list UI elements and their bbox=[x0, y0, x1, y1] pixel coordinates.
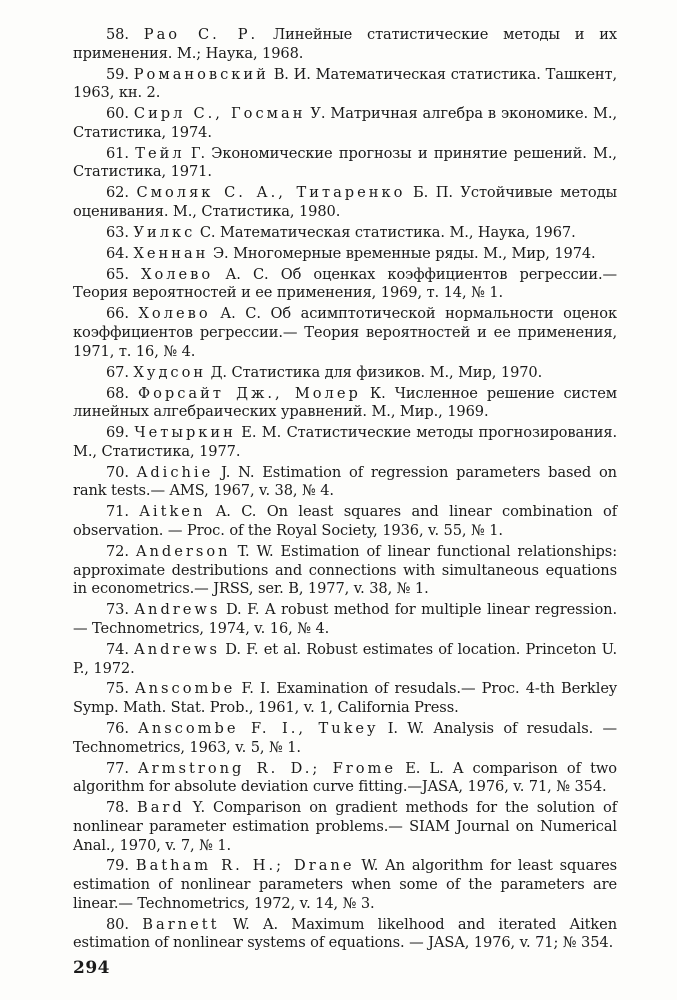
reference-number: 65. bbox=[106, 265, 129, 283]
reference-text: С. Математическая статистика. М., Наука, 1967. bbox=[199, 223, 576, 241]
reference-author: Смоляк С. А., Титаренко bbox=[136, 184, 406, 202]
reference-author: Форсайт Дж., Молер bbox=[138, 384, 361, 402]
reference-author: Худсон bbox=[133, 363, 207, 381]
reference-number: 77. bbox=[106, 759, 129, 777]
reference-entry bbox=[73, 145, 617, 182]
reference-entry bbox=[73, 799, 617, 855]
reference-number: 71. bbox=[106, 503, 129, 521]
reference-entry bbox=[73, 245, 617, 264]
reference-author: Adichie bbox=[136, 463, 214, 481]
reference-entry bbox=[73, 680, 617, 717]
reference-text: A. C. On least squares and linear combination of observation. — Proc. of the Royal Society, 1936, v. 55, № 1. bbox=[73, 503, 617, 540]
reference-text: Y. Comparison on gradient methods for the solution of nonlinear parameter estimation problems.— SIAM Journal on Numerical Anal., 1970, v. 7, № 1. bbox=[73, 799, 618, 854]
reference-text: J. N. Estimation of regression parameters based on rank tests.— AMS, 1967, v. 38, № 4. bbox=[73, 463, 617, 500]
page-number: 294 bbox=[73, 958, 110, 978]
reference-text: Э. Многомерные временные ряды. М., Мир, 1974. bbox=[212, 244, 596, 262]
reference-number: 66. bbox=[106, 305, 129, 323]
reference-text: У. Матричная алгебра в экономике. М., Статистика, 1974. bbox=[73, 105, 617, 141]
reference-number: 59. bbox=[106, 65, 129, 83]
reference-text: Б. П. Устойчивые методы оценивания. М., Статистика, 1980. bbox=[73, 184, 617, 221]
reference-author: Anscombe F. I., Tukey bbox=[138, 719, 379, 737]
reference-text: Е. М. Статистические методы прогнозирования. М., Статистика, 1977. bbox=[73, 424, 617, 460]
reference-number: 68. bbox=[106, 384, 129, 402]
reference-text: I. W. Analysis of resudals. — Technometrics, 1963, v. 5, № 1. bbox=[73, 719, 617, 756]
reference-number: 80. bbox=[106, 915, 129, 933]
reference-entry bbox=[73, 543, 617, 599]
reference-text: В. И. Математическая статистика. Ташкент, 1963, кн. 2. bbox=[73, 65, 617, 102]
reference-number: 74. bbox=[106, 640, 129, 658]
reference-author: Andrews bbox=[134, 640, 221, 658]
reference-author: Уилкс bbox=[133, 223, 196, 241]
reference-author: Хеннан bbox=[133, 244, 209, 262]
reference-text: А. С. Об оценках коэффициентов регрессии.— Теория вероятностей и ее применения, 1969, т. 14, № 1. bbox=[73, 265, 618, 302]
reference-number: 61. bbox=[106, 144, 129, 162]
reference-entry bbox=[73, 857, 617, 913]
reference-author: Anscombe bbox=[135, 680, 236, 698]
reference-entry bbox=[73, 916, 617, 953]
reference-number: 67. bbox=[106, 363, 129, 381]
reference-entry bbox=[73, 424, 617, 461]
reference-entry bbox=[73, 224, 617, 243]
reference-entry bbox=[73, 641, 617, 678]
reference-author: Холево bbox=[141, 265, 214, 283]
reference-text: W. A. Maximum likelhood and iterated Aitken estimation of nonlinear systems of equations. — JASA, 1976, v. 71; № 354. bbox=[73, 915, 617, 952]
reference-number: 58. bbox=[106, 26, 129, 43]
reference-text: К. Численное решение систем линейных алгебраических уравнений. М., Мир., 1969. bbox=[73, 384, 618, 421]
reference-text: D. F. et al. Robust estimates of location. Princeton U. P., 1972. bbox=[73, 640, 617, 677]
reference-text: D. F. A robust method for multiple linear regression. — Technometrics, 1974, v. 16, № 4. bbox=[73, 601, 617, 637]
reference-author: Barnett bbox=[142, 915, 220, 933]
reference-author: Batham R. H.; Drane bbox=[135, 857, 355, 875]
reference-entry bbox=[73, 66, 617, 103]
reference-entry bbox=[73, 266, 617, 303]
reference-entry bbox=[73, 385, 617, 422]
reference-entry bbox=[73, 184, 617, 221]
reference-entry bbox=[73, 760, 617, 797]
reference-entry bbox=[73, 364, 617, 383]
reference-text: А. С. Об асимптотической нормальности оценок коэффициентов регрессии.— Теория вероятностей и ее применения, 1971, т. 16, № 4. bbox=[73, 305, 617, 360]
reference-author: Четыркин bbox=[134, 424, 236, 442]
reference-entry bbox=[73, 464, 617, 501]
reference-text: Г. Экономические прогнозы и принятие решений. М., Статистика, 1971. bbox=[73, 144, 617, 181]
reference-author: Тейл bbox=[135, 144, 185, 162]
reference-author: Рао С. Р. bbox=[143, 26, 259, 43]
reference-text: Д. Статистика для физиков. М., Мир, 1970. bbox=[210, 363, 543, 381]
reference-number: 72. bbox=[106, 542, 129, 560]
reference-number: 70. bbox=[106, 463, 129, 481]
reference-entry bbox=[73, 503, 617, 540]
reference-text: T. W. Estimation of linear functional relationships: approximate destributions and connections with simultaneous equations in econometrics.— JRSS, ser. B, 1977, v. 38, № 1. bbox=[73, 542, 618, 598]
reference-text: Линейные статистические методы и их применения. М.; Наука, 1968. bbox=[73, 26, 617, 62]
reference-number: 60. bbox=[106, 105, 129, 123]
reference-author: Armstrong R. D.; Frome bbox=[138, 759, 397, 777]
reference-author: Aitken bbox=[139, 503, 206, 521]
reference-number: 78. bbox=[106, 799, 129, 817]
reference-number: 73. bbox=[106, 601, 129, 619]
reference-entry bbox=[73, 305, 617, 361]
reference-author: Сирл С., Госман bbox=[133, 105, 306, 123]
reference-number: 76. bbox=[106, 719, 129, 737]
reference-text: E. L. A comparison of two algorithm for absolute deviation curve fitting.—JASA, 1976, v. 71, № 354. bbox=[73, 759, 617, 796]
reference-number: 62. bbox=[106, 184, 129, 202]
reference-author: Холево bbox=[138, 305, 211, 323]
reference-author: Bard bbox=[136, 799, 185, 817]
reference-text: F. I. Examination of resudals.— Proc. 4-th Berkley Symp. Math. Stat. Prob., 1961, v. 1, California Press. bbox=[73, 680, 617, 717]
reference-number: 63. bbox=[106, 223, 129, 241]
reference-author: Andrews bbox=[134, 601, 221, 619]
reference-entry bbox=[73, 105, 617, 142]
reference-list bbox=[73, 26, 617, 955]
reference-number: 69. bbox=[106, 424, 129, 442]
reference-author: Anderson bbox=[135, 542, 231, 560]
reference-number: 64. bbox=[106, 244, 129, 262]
reference-author: Романовский bbox=[133, 65, 269, 83]
reference-entry bbox=[73, 601, 617, 638]
reference-text: W. An algorithm for least squares estimation of nonlinear parameters when some of the parameters are linear.— Technometrics, 1972, v. 14, № 3. bbox=[73, 857, 617, 912]
reference-entry bbox=[73, 26, 617, 63]
reference-entry bbox=[73, 720, 617, 757]
reference-number: 79. bbox=[106, 857, 129, 875]
reference-number: 75. bbox=[106, 680, 129, 698]
